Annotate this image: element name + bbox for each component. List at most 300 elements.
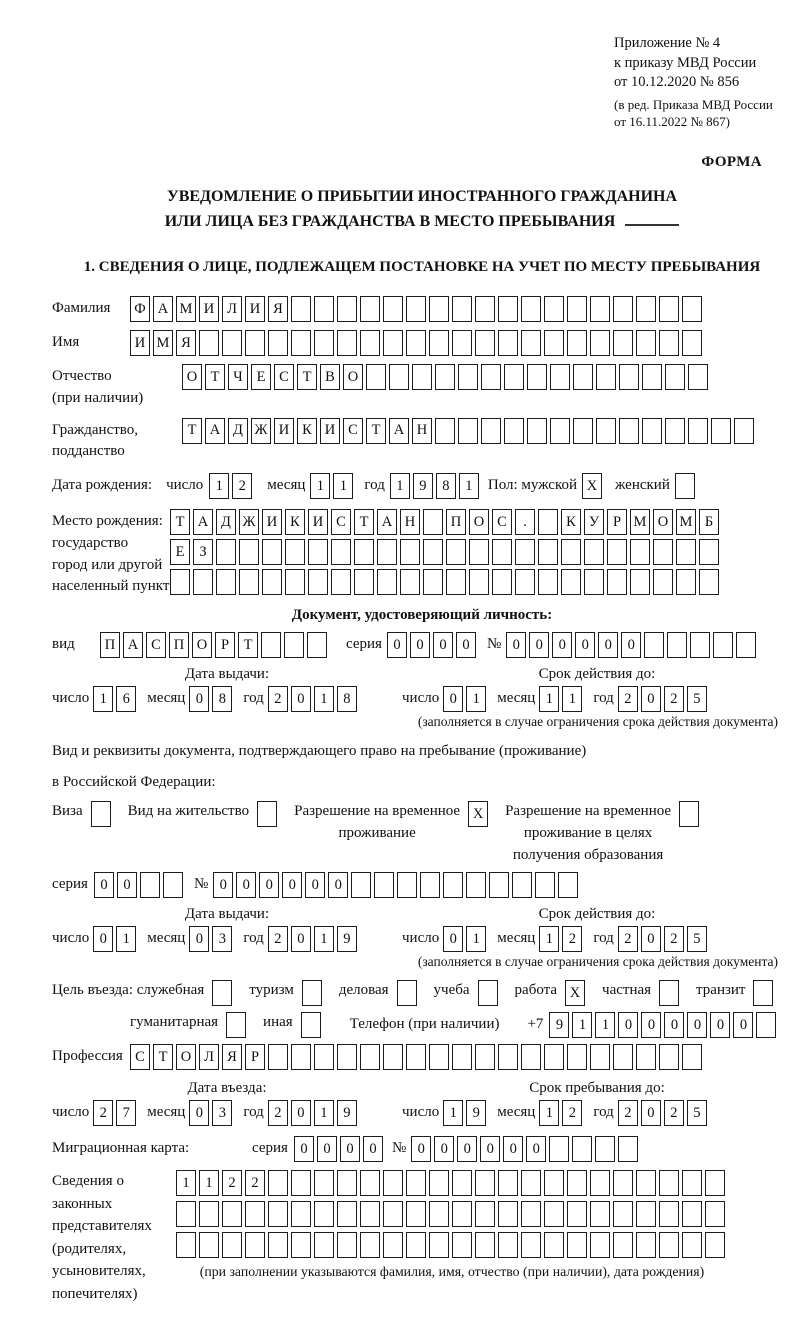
char-cell[interactable]: 0 xyxy=(291,926,311,952)
char-cell[interactable]: 2 xyxy=(664,926,684,952)
visa-checkbox[interactable] xyxy=(91,801,114,827)
char-cell[interactable]: 2 xyxy=(222,1170,242,1196)
char-cell[interactable]: 0 xyxy=(189,926,209,952)
char-cell[interactable]: А xyxy=(153,296,173,322)
char-cell[interactable] xyxy=(285,569,305,595)
temp-edu-checkbox[interactable] xyxy=(679,801,702,827)
char-cell[interactable] xyxy=(351,872,371,898)
char-cell[interactable] xyxy=(360,1232,380,1258)
char-cell[interactable] xyxy=(561,539,581,565)
char-cell[interactable] xyxy=(423,539,443,565)
char-cell[interactable] xyxy=(331,569,351,595)
char-cell[interactable]: 2 xyxy=(618,1100,638,1126)
char-cell[interactable] xyxy=(469,539,489,565)
char-cell[interactable]: Я xyxy=(222,1044,242,1070)
char-cell[interactable]: 0 xyxy=(664,1012,684,1038)
char-cell[interactable] xyxy=(291,1201,311,1227)
char-cell[interactable] xyxy=(544,1201,564,1227)
char-cell[interactable]: 0 xyxy=(641,1100,661,1126)
id-issue-month[interactable] xyxy=(189,686,235,712)
char-cell[interactable]: А xyxy=(377,509,397,535)
char-cell[interactable] xyxy=(688,364,708,390)
char-cell[interactable]: Т xyxy=(297,364,317,390)
doc-kind-field[interactable] xyxy=(100,632,330,658)
char-cell[interactable] xyxy=(429,296,449,322)
char-cell[interactable]: 0 xyxy=(93,926,113,952)
id-issue-day[interactable] xyxy=(93,686,139,712)
char-cell[interactable] xyxy=(713,632,733,658)
char-cell[interactable] xyxy=(199,1201,219,1227)
char-cell[interactable] xyxy=(291,1044,311,1070)
char-cell[interactable] xyxy=(452,1232,472,1258)
char-cell[interactable] xyxy=(590,1170,610,1196)
char-cell[interactable]: Д xyxy=(228,418,248,444)
char-cell[interactable]: Т xyxy=(238,632,258,658)
purpose-tourism-checkbox[interactable] xyxy=(302,980,325,1006)
char-cell[interactable] xyxy=(91,801,111,827)
char-cell[interactable]: 5 xyxy=(687,926,707,952)
char-cell[interactable] xyxy=(642,364,662,390)
char-cell[interactable] xyxy=(481,364,501,390)
sex-female-checkbox[interactable] xyxy=(675,473,698,499)
char-cell[interactable] xyxy=(478,980,498,1006)
char-cell[interactable]: С xyxy=(146,632,166,658)
char-cell[interactable] xyxy=(291,296,311,322)
char-cell[interactable]: 0 xyxy=(641,926,661,952)
char-cell[interactable] xyxy=(429,1170,449,1196)
char-cell[interactable] xyxy=(682,296,702,322)
char-cell[interactable]: 0 xyxy=(733,1012,753,1038)
char-cell[interactable] xyxy=(498,1170,518,1196)
char-cell[interactable]: С xyxy=(274,364,294,390)
char-cell[interactable]: А xyxy=(205,418,225,444)
char-cell[interactable]: 0 xyxy=(687,1012,707,1038)
char-cell[interactable] xyxy=(163,872,183,898)
char-cell[interactable]: 0 xyxy=(317,1136,337,1162)
char-cell[interactable]: X xyxy=(565,980,585,1006)
char-cell[interactable]: Т xyxy=(205,364,225,390)
char-cell[interactable]: Т xyxy=(354,509,374,535)
char-cell[interactable]: 8 xyxy=(212,686,232,712)
char-cell[interactable]: О xyxy=(176,1044,196,1070)
char-cell[interactable] xyxy=(268,1232,288,1258)
char-cell[interactable]: 7 xyxy=(116,1100,136,1126)
char-cell[interactable] xyxy=(504,418,524,444)
char-cell[interactable] xyxy=(613,296,633,322)
stay-year[interactable] xyxy=(618,1100,710,1126)
char-cell[interactable] xyxy=(504,364,524,390)
char-cell[interactable]: 0 xyxy=(457,1136,477,1162)
char-cell[interactable]: Л xyxy=(222,296,242,322)
char-cell[interactable] xyxy=(245,330,265,356)
char-cell[interactable] xyxy=(567,296,587,322)
char-cell[interactable] xyxy=(665,418,685,444)
char-cell[interactable] xyxy=(383,296,403,322)
char-cell[interactable] xyxy=(682,1201,702,1227)
char-cell[interactable] xyxy=(590,1232,610,1258)
char-cell[interactable] xyxy=(475,1201,495,1227)
char-cell[interactable] xyxy=(216,569,236,595)
char-cell[interactable] xyxy=(544,296,564,322)
char-cell[interactable] xyxy=(665,364,685,390)
char-cell[interactable]: Я xyxy=(176,330,196,356)
char-cell[interactable]: С xyxy=(492,509,512,535)
char-cell[interactable]: 0 xyxy=(552,632,572,658)
char-cell[interactable] xyxy=(734,418,754,444)
char-cell[interactable]: 2 xyxy=(618,926,638,952)
char-cell[interactable] xyxy=(314,1201,334,1227)
char-cell[interactable]: О xyxy=(192,632,212,658)
char-cell[interactable] xyxy=(699,569,719,595)
char-cell[interactable] xyxy=(659,1201,679,1227)
char-cell[interactable]: 0 xyxy=(117,872,137,898)
char-cell[interactable]: Р xyxy=(607,509,627,535)
char-cell[interactable]: Ж xyxy=(239,509,259,535)
char-cell[interactable]: 0 xyxy=(641,686,661,712)
doc-number-field[interactable] xyxy=(506,632,759,658)
char-cell[interactable]: 9 xyxy=(413,473,433,499)
char-cell[interactable]: 1 xyxy=(314,926,334,952)
char-cell[interactable] xyxy=(527,418,547,444)
char-cell[interactable] xyxy=(682,1044,702,1070)
char-cell[interactable]: 0 xyxy=(456,632,476,658)
char-cell[interactable]: И xyxy=(130,330,150,356)
char-cell[interactable] xyxy=(498,296,518,322)
char-cell[interactable]: 1 xyxy=(176,1170,196,1196)
char-cell[interactable] xyxy=(170,569,190,595)
char-cell[interactable] xyxy=(308,569,328,595)
char-cell[interactable] xyxy=(458,418,478,444)
char-cell[interactable] xyxy=(667,632,687,658)
entry-year[interactable] xyxy=(268,1100,360,1126)
char-cell[interactable] xyxy=(659,980,679,1006)
birth-place-field-row1[interactable] xyxy=(170,509,722,535)
char-cell[interactable] xyxy=(308,539,328,565)
char-cell[interactable] xyxy=(307,632,327,658)
char-cell[interactable] xyxy=(607,569,627,595)
id-valid-day[interactable] xyxy=(443,686,489,712)
char-cell[interactable] xyxy=(736,632,756,658)
char-cell[interactable] xyxy=(257,801,277,827)
char-cell[interactable] xyxy=(595,1136,615,1162)
char-cell[interactable] xyxy=(682,1170,702,1196)
char-cell[interactable] xyxy=(538,539,558,565)
char-cell[interactable]: 0 xyxy=(575,632,595,658)
char-cell[interactable] xyxy=(291,1170,311,1196)
char-cell[interactable] xyxy=(613,1201,633,1227)
char-cell[interactable] xyxy=(400,569,420,595)
char-cell[interactable] xyxy=(337,330,357,356)
temp-residence-checkbox[interactable] xyxy=(468,801,491,827)
char-cell[interactable] xyxy=(573,418,593,444)
char-cell[interactable] xyxy=(475,330,495,356)
char-cell[interactable]: В xyxy=(320,364,340,390)
char-cell[interactable] xyxy=(435,418,455,444)
char-cell[interactable] xyxy=(176,1232,196,1258)
char-cell[interactable]: П xyxy=(100,632,120,658)
char-cell[interactable]: 2 xyxy=(664,686,684,712)
res-valid-day[interactable] xyxy=(443,926,489,952)
char-cell[interactable]: У xyxy=(584,509,604,535)
char-cell[interactable]: 9 xyxy=(337,1100,357,1126)
char-cell[interactable] xyxy=(567,1232,587,1258)
char-cell[interactable]: 2 xyxy=(268,1100,288,1126)
char-cell[interactable]: О xyxy=(182,364,202,390)
char-cell[interactable]: 0 xyxy=(363,1136,383,1162)
char-cell[interactable] xyxy=(337,1201,357,1227)
char-cell[interactable] xyxy=(558,872,578,898)
char-cell[interactable]: 2 xyxy=(268,686,288,712)
residence-permit-checkbox[interactable] xyxy=(257,801,280,827)
char-cell[interactable]: З xyxy=(193,539,213,565)
char-cell[interactable]: 1 xyxy=(539,926,559,952)
char-cell[interactable] xyxy=(406,330,426,356)
char-cell[interactable] xyxy=(406,296,426,322)
char-cell[interactable]: 6 xyxy=(116,686,136,712)
sex-male-checkbox[interactable] xyxy=(582,473,605,499)
char-cell[interactable]: 1 xyxy=(116,926,136,952)
char-cell[interactable]: М xyxy=(676,509,696,535)
char-cell[interactable] xyxy=(377,539,397,565)
char-cell[interactable]: 2 xyxy=(664,1100,684,1126)
char-cell[interactable] xyxy=(498,1201,518,1227)
char-cell[interactable] xyxy=(521,330,541,356)
char-cell[interactable] xyxy=(521,296,541,322)
char-cell[interactable] xyxy=(331,539,351,565)
char-cell[interactable]: 2 xyxy=(232,473,252,499)
char-cell[interactable]: 1 xyxy=(459,473,479,499)
char-cell[interactable]: . xyxy=(515,509,535,535)
char-cell[interactable]: 0 xyxy=(443,926,463,952)
char-cell[interactable] xyxy=(360,1170,380,1196)
char-cell[interactable] xyxy=(538,509,558,535)
char-cell[interactable] xyxy=(429,1201,449,1227)
char-cell[interactable] xyxy=(261,632,281,658)
char-cell[interactable]: Т xyxy=(182,418,202,444)
phone-field[interactable] xyxy=(549,1012,779,1038)
char-cell[interactable]: 9 xyxy=(337,926,357,952)
char-cell[interactable] xyxy=(268,1201,288,1227)
birth-day-field[interactable] xyxy=(209,473,255,499)
char-cell[interactable] xyxy=(521,1201,541,1227)
birth-place-field-row3[interactable] xyxy=(170,569,722,595)
char-cell[interactable]: 2 xyxy=(562,1100,582,1126)
given-name-field[interactable] xyxy=(130,330,705,356)
char-cell[interactable] xyxy=(659,1170,679,1196)
char-cell[interactable] xyxy=(383,330,403,356)
char-cell[interactable]: Т xyxy=(170,509,190,535)
purpose-official-checkbox[interactable] xyxy=(212,980,235,1006)
char-cell[interactable]: Л xyxy=(199,1044,219,1070)
char-cell[interactable] xyxy=(489,872,509,898)
char-cell[interactable]: 0 xyxy=(506,632,526,658)
char-cell[interactable] xyxy=(613,330,633,356)
char-cell[interactable] xyxy=(653,569,673,595)
char-cell[interactable]: А xyxy=(193,509,213,535)
res-valid-month[interactable] xyxy=(539,926,585,952)
char-cell[interactable]: 0 xyxy=(294,1136,314,1162)
char-cell[interactable]: 0 xyxy=(94,872,114,898)
char-cell[interactable] xyxy=(475,1170,495,1196)
purpose-study-checkbox[interactable] xyxy=(478,980,501,1006)
char-cell[interactable] xyxy=(337,1044,357,1070)
char-cell[interactable] xyxy=(705,1170,725,1196)
char-cell[interactable] xyxy=(659,1232,679,1258)
id-valid-month[interactable] xyxy=(539,686,585,712)
char-cell[interactable]: А xyxy=(123,632,143,658)
char-cell[interactable] xyxy=(753,980,773,1006)
char-cell[interactable] xyxy=(619,364,639,390)
char-cell[interactable]: И xyxy=(308,509,328,535)
char-cell[interactable] xyxy=(590,296,610,322)
char-cell[interactable] xyxy=(412,364,432,390)
char-cell[interactable] xyxy=(199,330,219,356)
char-cell[interactable]: 1 xyxy=(310,473,330,499)
char-cell[interactable] xyxy=(636,1201,656,1227)
char-cell[interactable]: 0 xyxy=(340,1136,360,1162)
char-cell[interactable] xyxy=(584,539,604,565)
char-cell[interactable] xyxy=(544,1170,564,1196)
char-cell[interactable]: И xyxy=(262,509,282,535)
char-cell[interactable]: 1 xyxy=(443,1100,463,1126)
char-cell[interactable]: И xyxy=(320,418,340,444)
char-cell[interactable] xyxy=(397,980,417,1006)
char-cell[interactable]: Р xyxy=(215,632,235,658)
char-cell[interactable]: И xyxy=(245,296,265,322)
char-cell[interactable] xyxy=(176,1201,196,1227)
char-cell[interactable] xyxy=(567,1170,587,1196)
char-cell[interactable] xyxy=(239,569,259,595)
birth-place-field-row2[interactable] xyxy=(170,539,722,565)
char-cell[interactable]: 0 xyxy=(598,632,618,658)
char-cell[interactable] xyxy=(245,1232,265,1258)
char-cell[interactable] xyxy=(590,330,610,356)
char-cell[interactable]: 0 xyxy=(236,872,256,898)
res-issue-day[interactable] xyxy=(93,926,139,952)
char-cell[interactable] xyxy=(630,569,650,595)
char-cell[interactable] xyxy=(212,980,232,1006)
char-cell[interactable]: Н xyxy=(400,509,420,535)
char-cell[interactable]: 0 xyxy=(621,632,641,658)
char-cell[interactable]: 0 xyxy=(503,1136,523,1162)
char-cell[interactable]: Ч xyxy=(228,364,248,390)
char-cell[interactable] xyxy=(435,364,455,390)
char-cell[interactable] xyxy=(481,418,501,444)
char-cell[interactable] xyxy=(366,364,386,390)
char-cell[interactable] xyxy=(756,1012,776,1038)
char-cell[interactable] xyxy=(383,1201,403,1227)
char-cell[interactable]: 1 xyxy=(572,1012,592,1038)
char-cell[interactable] xyxy=(443,872,463,898)
char-cell[interactable] xyxy=(452,330,472,356)
char-cell[interactable] xyxy=(492,539,512,565)
char-cell[interactable] xyxy=(682,1232,702,1258)
char-cell[interactable] xyxy=(302,980,322,1006)
char-cell[interactable] xyxy=(498,330,518,356)
char-cell[interactable] xyxy=(527,364,547,390)
char-cell[interactable] xyxy=(452,296,472,322)
char-cell[interactable]: Т xyxy=(153,1044,173,1070)
char-cell[interactable] xyxy=(688,418,708,444)
char-cell[interactable]: 2 xyxy=(618,686,638,712)
char-cell[interactable] xyxy=(619,418,639,444)
char-cell[interactable] xyxy=(262,569,282,595)
char-cell[interactable]: Б xyxy=(699,509,719,535)
char-cell[interactable] xyxy=(284,632,304,658)
doc-series-field[interactable] xyxy=(387,632,479,658)
char-cell[interactable] xyxy=(268,1044,288,1070)
char-cell[interactable]: 0 xyxy=(291,1100,311,1126)
char-cell[interactable] xyxy=(301,1012,321,1038)
char-cell[interactable] xyxy=(636,1044,656,1070)
char-cell[interactable] xyxy=(544,1044,564,1070)
char-cell[interactable] xyxy=(607,539,627,565)
purpose-work-checkbox[interactable] xyxy=(565,980,588,1006)
char-cell[interactable] xyxy=(291,330,311,356)
res-issue-month[interactable] xyxy=(189,926,235,952)
char-cell[interactable]: 0 xyxy=(710,1012,730,1038)
char-cell[interactable]: М xyxy=(176,296,196,322)
representatives-field-row2[interactable] xyxy=(176,1201,728,1227)
char-cell[interactable] xyxy=(613,1170,633,1196)
char-cell[interactable] xyxy=(452,1044,472,1070)
char-cell[interactable] xyxy=(515,539,535,565)
char-cell[interactable] xyxy=(690,632,710,658)
char-cell[interactable]: 0 xyxy=(434,1136,454,1162)
char-cell[interactable]: Е xyxy=(251,364,271,390)
char-cell[interactable] xyxy=(498,1044,518,1070)
res-number-field[interactable] xyxy=(213,872,581,898)
char-cell[interactable]: 2 xyxy=(93,1100,113,1126)
char-cell[interactable]: К xyxy=(297,418,317,444)
char-cell[interactable] xyxy=(521,1232,541,1258)
citizenship-field[interactable] xyxy=(182,418,757,444)
char-cell[interactable] xyxy=(377,569,397,595)
char-cell[interactable]: 5 xyxy=(687,1100,707,1126)
char-cell[interactable]: 0 xyxy=(641,1012,661,1038)
char-cell[interactable] xyxy=(642,418,662,444)
char-cell[interactable] xyxy=(705,1201,725,1227)
char-cell[interactable]: 1 xyxy=(595,1012,615,1038)
char-cell[interactable]: 0 xyxy=(387,632,407,658)
char-cell[interactable] xyxy=(676,539,696,565)
char-cell[interactable]: П xyxy=(169,632,189,658)
char-cell[interactable] xyxy=(711,418,731,444)
char-cell[interactable] xyxy=(613,1232,633,1258)
birth-year-field[interactable] xyxy=(390,473,482,499)
char-cell[interactable] xyxy=(193,569,213,595)
char-cell[interactable] xyxy=(314,1044,334,1070)
char-cell[interactable] xyxy=(492,569,512,595)
char-cell[interactable]: 0 xyxy=(328,872,348,898)
char-cell[interactable] xyxy=(360,1201,380,1227)
char-cell[interactable]: 8 xyxy=(436,473,456,499)
char-cell[interactable]: П xyxy=(446,509,466,535)
char-cell[interactable] xyxy=(466,872,486,898)
char-cell[interactable]: К xyxy=(561,509,581,535)
char-cell[interactable] xyxy=(613,1044,633,1070)
char-cell[interactable]: 0 xyxy=(213,872,233,898)
stay-month[interactable] xyxy=(539,1100,585,1126)
char-cell[interactable] xyxy=(406,1201,426,1227)
char-cell[interactable]: Е xyxy=(170,539,190,565)
char-cell[interactable] xyxy=(590,1201,610,1227)
char-cell[interactable] xyxy=(140,872,160,898)
char-cell[interactable] xyxy=(561,569,581,595)
patronymic-field[interactable] xyxy=(182,364,711,390)
char-cell[interactable]: 0 xyxy=(529,632,549,658)
char-cell[interactable] xyxy=(469,569,489,595)
